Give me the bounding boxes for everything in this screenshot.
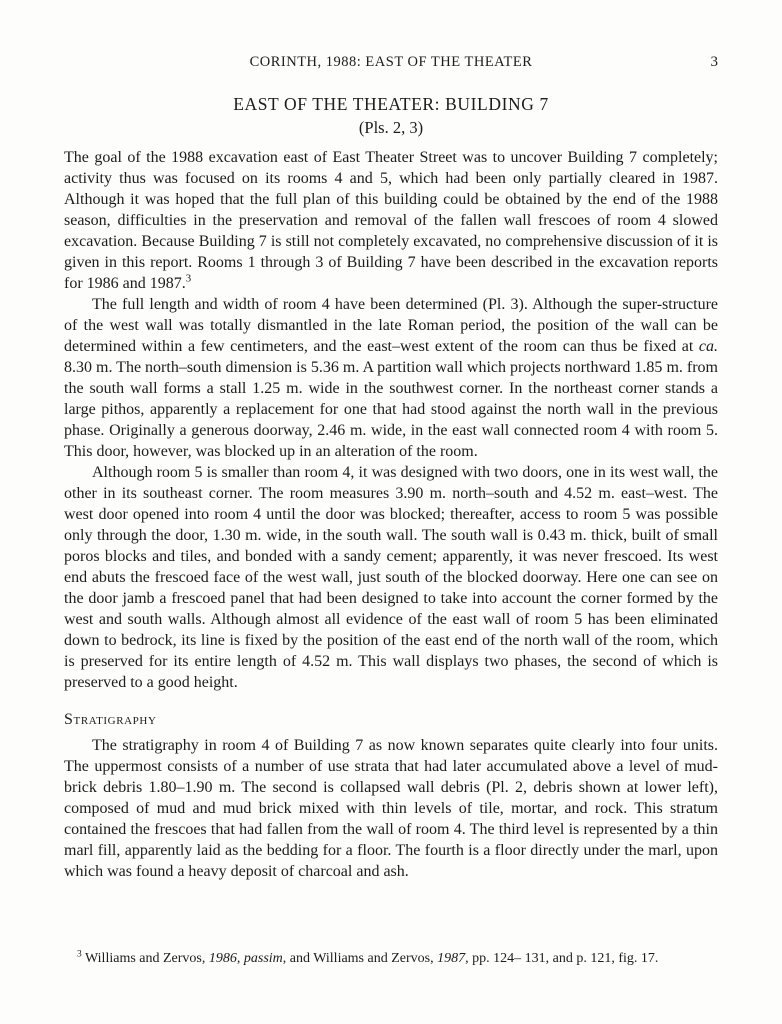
footnote-marker: 3 (77, 949, 82, 960)
text-run: 8.30 m. The north–south dimension is 5.36 m. A partition wall which projects northward 1.85 m. from the south wall forms a stall 1.25 m. wide in the southwest corner. In the northeast corner stands a large pithos, apparently a replacement for one that had stood against the north wall in the previous phase. Originally a generous doorway, 2.46 m. wide, in the east wall connected room 4 with room 5. This door, however, was blocked up in an alteration of the room. (64, 359, 718, 460)
intro-paragraphs (64, 147, 718, 693)
text-run: ca. (698, 338, 718, 355)
stratigraphy-paragraphs (64, 735, 718, 882)
paragraph (64, 462, 718, 693)
paragraph (64, 294, 718, 462)
section-heading-stratigraphy: Stratigraphy (64, 711, 157, 728)
article-title: EAST OF THE THEATER: BUILDING 7 (233, 94, 549, 114)
text-run: , (236, 951, 244, 966)
text-run: , and Williams and Zervos, (282, 951, 438, 966)
text-run: passim (243, 951, 283, 966)
footnote-marker: 3 (185, 272, 192, 285)
text-run: Although room 5 is smaller than room 4, it was designed with two doors, one in its west wall, the other in its southeast corner. The room measures 3.90 m. north–south and 4.52 m. east–west. The west door opened into room 4 until the door was blocked; thereafter, access to room 5 was possible only through the door, 1.30 m. wide, in the south wall. The south wall is 0.43 m. thick, built of small poros blocks and tiles, and bonded with a sandy cement; apparently, it was never frescoed. Its west end abuts the frescoed face of the west wall, just south of the blocked doorway. Here one can see on the door jamb a frescoed panel that had been designed to take into account the corner formed by the west and south walls. Although almost all evidence of the east wall of room 5 has been eliminated down to bedrock, its line is fixed by the position of the east end of the north wall of the room, which is preserved for its entire length of 4.52 m. This wall displays two phases, the second of which is preserved to a good height. (64, 464, 718, 691)
plates-reference: (Pls. 2, 3) (358, 118, 424, 137)
text-run: The goal of the 1988 excavation east of East Theater Street was to uncover Building 7 completely; activity thus was focused on its rooms 4 and 5, which had been only partially cleared in 1987. Although it was hoped that the full plan of this building could be obtained by the end of the 1988 season, difficulties in the preservation and removal of the fallen wall frescoes of room 4 slowed excavation. Because Building 7 is still not completely excavated, no comprehensive discussion of it is given in this report. Rooms 1 through 3 of Building 7 have been described in the excavation reports for 1986 and 1987. (64, 149, 718, 292)
paragraph (64, 735, 718, 882)
text-run: 1986 (208, 951, 237, 966)
paragraph (64, 147, 718, 294)
footnote (64, 950, 718, 968)
text-run: Williams and Zervos, (81, 951, 209, 966)
page-header (64, 54, 718, 72)
text-run: , pp. 124– 131, and p. 121, fig. 17. (465, 951, 659, 966)
running-head-title: CORINTH, 1988: EAST OF THE THEATER (249, 54, 533, 70)
text-run: The full length and width of room 4 have been determined (Pl. 3). Although the super-structure of the west wall was totally dismantled in the late Roman period, the position of the wall can be determined within a few centimeters, and the east–west extent of the room can thus be fixed at (64, 296, 718, 355)
text-run: The stratigraphy in room 4 of Building 7 as now known separates quite clearly into four units. The uppermost consists of a number of use strata that had later accumulated above a level of mud-brick debris 1.80–1.90 m. The second is collapsed wall debris (Pl. 2, debris shown at lower left), composed of mud and mud brick mixed with thin levels of tile, mortar, and rock. This stratum contained the frescoes that had fallen from the wall of room 4. The third level is represented by a thin marl fill, apparently laid as the bedding for a floor. The fourth is a floor directly under the marl, upon which was found a heavy deposit of charcoal and ash. (64, 737, 718, 880)
text-run: 1987 (437, 951, 466, 966)
page-number: 3 (710, 54, 718, 70)
article-body (64, 147, 718, 882)
